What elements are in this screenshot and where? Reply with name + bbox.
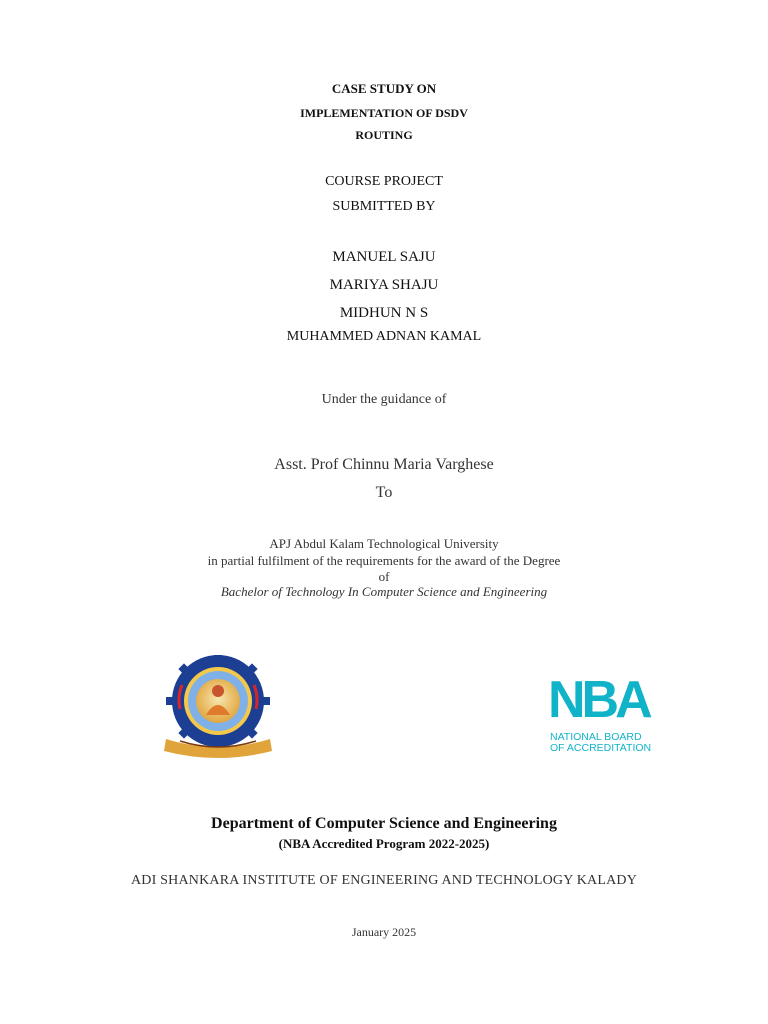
submitted-by: SUBMITTED BY (332, 199, 436, 214)
department-name: Department of Computer Science and Engineering (211, 815, 557, 832)
institute-emblem-icon (160, 655, 276, 759)
degree-purpose: in partial fulfilment of the requirements for the award of the Degree (207, 553, 561, 568)
project-type: COURSE PROJECT (325, 174, 443, 189)
degree-name: Bachelor of Technology In Computer Science and Engineering (220, 584, 548, 599)
guidance-intro: Under the guidance of (321, 392, 447, 407)
title-line-1: CASE STUDY ON (331, 81, 437, 96)
nba-logo-line-1: NATIONAL BOARD (550, 731, 642, 743)
title-line-3: ROUTING (355, 128, 413, 142)
nba-logo-mark: NBA (548, 671, 649, 729)
student-name: MIDHUN N S (339, 305, 429, 321)
institute-name: ADI SHANKARA INSTITUTE OF ENGINEERING AND TECHNOLOGY KALADY (130, 873, 638, 888)
guide-name: Asst. Prof Chinnu Maria Varghese (274, 456, 494, 473)
accreditation-program: (NBA Accredited Program 2022-2025) (278, 836, 490, 851)
title-line-2: IMPLEMENTATION OF DSDV (300, 106, 468, 120)
student-name: MANUEL SAJU (332, 249, 436, 265)
university-name: APJ Abdul Kalam Technological University (269, 536, 499, 551)
submission-date: January 2025 (351, 925, 417, 939)
of-label: of (378, 569, 390, 584)
nba-logo (548, 671, 662, 756)
student-name: MARIYA SHAJU (329, 277, 439, 293)
nba-logo-line-2: OF ACCREDITATION (550, 742, 652, 754)
student-name: MUHAMMED ADNAN KAMAL (286, 329, 482, 344)
to-label: To (375, 484, 393, 501)
